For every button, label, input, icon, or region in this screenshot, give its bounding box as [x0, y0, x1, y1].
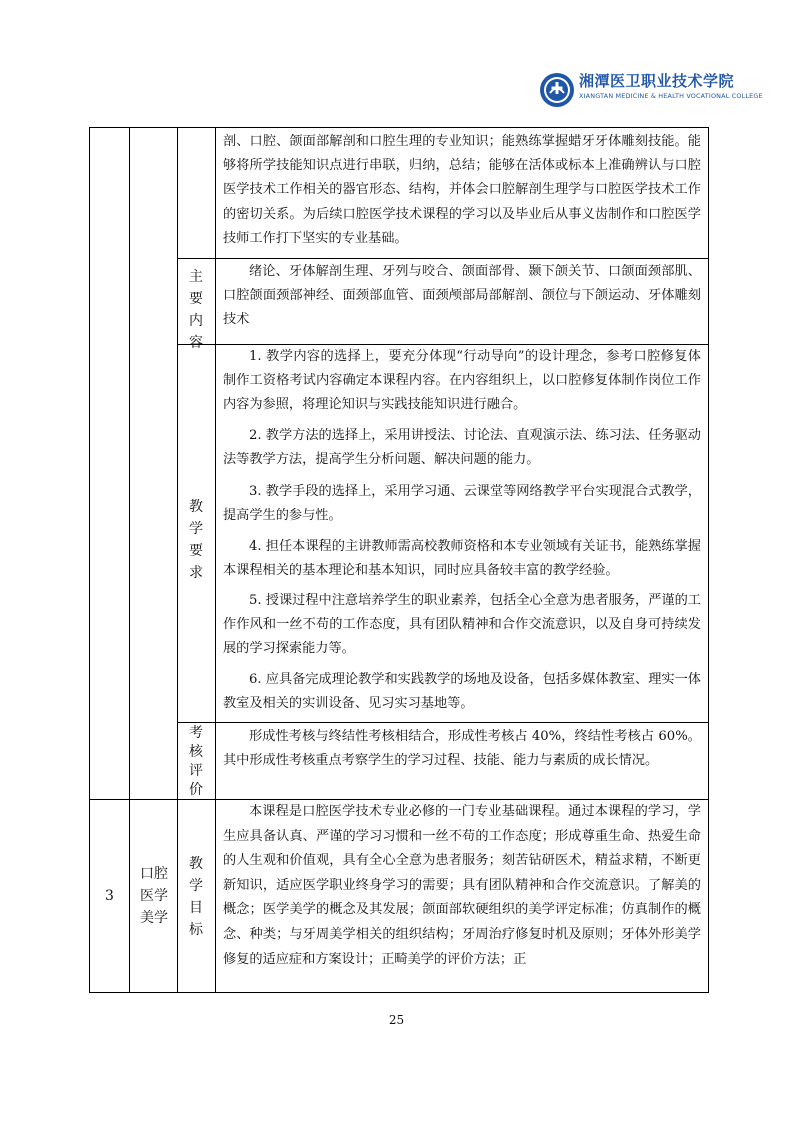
evaluation-label [180, 724, 212, 800]
evaluation-label-text: 考核评价 [189, 725, 203, 798]
requirement-6: 6. 应具备完成理论教学和实践教学的场地及设备，包括多媒体教室、理实一体教室及相关的实训设备、见习实习基地等。 [223, 672, 701, 712]
course2-goal-continued: 剖、口腔、颌面部解剖和口腔生理的专业知识；能熟练掌握蜡牙牙体雕刻技能。能够将所学技能知识点进行串联，归纳，总结；能够在活体或标本上准确辨认与口腔医学技术工作相关的器官形态、结构，并体会口腔解剖生理学与口腔医学技术工作的密切关系。为后续口腔医学技术课程的学习以及毕业后从事义齿制作和口腔医学技师工作打下坚实的专业基础。 [223, 134, 701, 246]
course3-name-text: 口腔医学美学 [140, 866, 168, 926]
school-name: 湘潭医卫职业技术学院 [579, 72, 735, 90]
requirement-2: 2. 教学方法的选择上，采用讲授法、讨论法、直观演示法、练习法、任务驱动法等教学方法，提高学生分析问题、解决问题的能力。 [223, 428, 701, 468]
page-number: 25 [388, 1013, 405, 1027]
course3-name [132, 863, 176, 929]
course2-content: 绪论、牙体解剖生理、牙列与咬合、颌面部骨、颞下颌关节、口颌面颈部肌、口腔颌面颈部神经、面颈部血管、面颈颅部局部解剖、颌位与下颌运动、牙体雕刻技术 [223, 264, 701, 328]
requirement-4: 4. 担任本课程的主讲教师需高校教师资格和本专业领域有关证书，能熟练掌握本课程相关的基本理论和基本知识，同时应具备较丰富的教学经验。 [223, 539, 701, 579]
requirements-label-text: 教学要求 [189, 499, 203, 581]
course2-evaluation: 形成性考核与终结性考核相结合，形成性考核占 40%，终结性考核占 60%。其中形成性考核重点考察学生的学习过程、技能、能力与素质的成长情况。 [223, 729, 701, 769]
course3-goal-label [180, 853, 212, 941]
requirement-3: 3. 教学手段的选择上，采用学习通、云课堂等网络教学平台实现混合式教学，提高学生的参与性。 [223, 484, 701, 524]
requirement-5: 5. 授课过程中注意培养学生的职业素养，包括全心全意为患者服务，严谨的工作作风和一丝不苟的工作态度，具有团队精神和合作交流意识，以及自身可持续发展的学习探索能力等。 [223, 593, 701, 657]
course3-goal: 本课程是口腔医学技术专业必修的一门专业基础课程。通过本课程的学习，学生应具备认真、严谨的学习习惯和一丝不苟的工作态度；形成尊重生命、热爱生命的人生观和价值观，具有全心全意为患者服务；刻苦钻研医术，精益求精，不断更新知识，适应医学职业终身学习的需要；具有团队精神和合作交流意识。了解美的概念；医学美学的概念及其发展；颌面部软硬组织的美学评定标准；仿真制作的概念、种类；与牙周美学相关的组织结构；牙周治疗修复时机及原则；牙体外形美学修复的适应症和方案设计；正畸美学的评价方法；正 [223, 804, 701, 967]
requirements-label [180, 496, 212, 584]
course3-number: 3 [105, 888, 114, 904]
requirement-1: 1. 教学内容的选择上，要充分体现“行动导向”的设计理念，参考口腔修复体制作工资格考试内容确定本课程内容。在内容组织上，以口腔修复体制作岗位工作内容为参照，将理论知识与实践技能知识进行融合。 [223, 349, 701, 413]
school-name-en: XIANGTAN MEDICINE & HEALTH VOCATIONAL COLLEGE [579, 92, 763, 100]
content-label-text: 主要内容 [189, 269, 203, 351]
content-label [180, 266, 212, 354]
course3-goal-label-text: 教学目标 [189, 856, 203, 938]
